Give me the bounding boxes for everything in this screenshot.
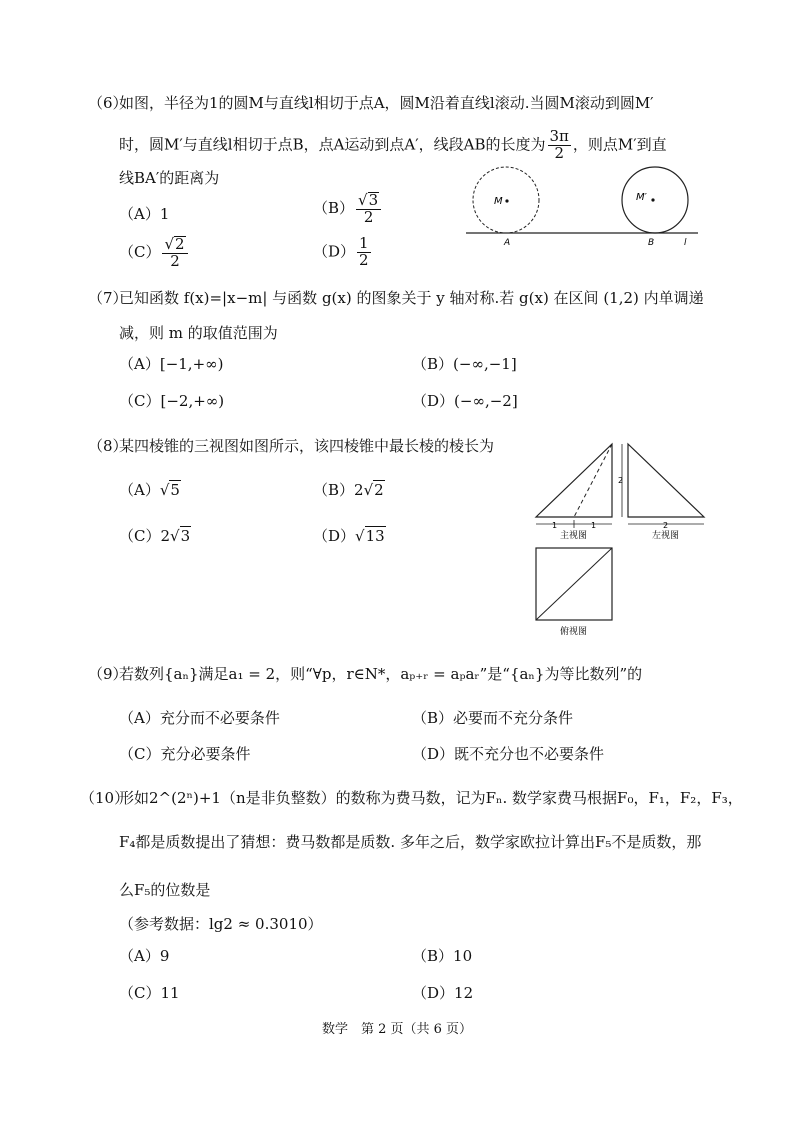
- q6-option-d-label: （D）: [313, 242, 356, 261]
- q6-option-b-fraction: [356, 192, 381, 226]
- q6-rolling-circle-figure: [460, 160, 700, 255]
- q6-text-line2: [119, 129, 667, 162]
- q10-text-line3: 么F₅的位数是: [119, 881, 211, 899]
- q8-option-a[interactable]: [119, 479, 181, 500]
- q7-option-d-value: (−∞,−2]: [454, 392, 518, 410]
- q9-number: （9）: [88, 665, 128, 683]
- q7-option-a-label: （A）: [119, 355, 160, 373]
- q8-option-c[interactable]: [119, 525, 191, 546]
- q6-text-line2a: 时，圆M′与直线l相切于点B，点A运动到点A′，线段AB的长度为: [119, 135, 546, 154]
- q6-text-line3: 线BA′的距离为: [119, 169, 220, 187]
- q9-option-d[interactable]: [412, 743, 604, 764]
- q6-option-c-fraction: [162, 236, 187, 270]
- q7-text-line1: 已知函数 f(x)=|x−m| 与函数 g(x) 的图象关于 y 轴对称.若 g(x) 在区间 (1,2) 内单调递: [119, 289, 704, 307]
- q10-option-d[interactable]: [412, 982, 473, 1003]
- center-M-prime-dot: [651, 198, 654, 201]
- q10-text-line1: 形如2^(2ⁿ)+1（n是非负整数）的数称为费马数，记为Fₙ. 数学家费马根据F₀，F₁，F₂，F₃，: [119, 789, 743, 807]
- q6-option-b-numerator: 3: [368, 191, 379, 209]
- q8-option-d-label: （D）: [313, 527, 356, 545]
- center-M-dot: [505, 199, 508, 202]
- q6-option-b[interactable]: [313, 192, 383, 226]
- q6-option-a-value: 1: [159, 205, 170, 223]
- front-view-shape: [536, 444, 612, 517]
- q8-option-c-coefficient: 2: [160, 527, 171, 545]
- front-dim-1b: 1: [591, 521, 597, 530]
- q10-option-b-value: 10: [453, 947, 473, 965]
- q7-text-line2: 减，则 m 的取值范围为: [119, 324, 278, 342]
- sqrt-icon: √: [159, 481, 170, 499]
- sqrt-icon: √: [355, 527, 365, 545]
- q6-frac-denominator: 2: [554, 143, 564, 162]
- q7-option-b-label: （B）: [412, 355, 454, 373]
- q8-option-c-value: 3: [180, 527, 191, 545]
- q8-option-b-label: （B）: [313, 481, 355, 499]
- q9-option-a-value: 充分而不必要条件: [159, 709, 280, 727]
- q10-option-b-label: （B）: [412, 947, 454, 965]
- q6-text-line2b: ，则点M′到直: [572, 135, 667, 154]
- q7-option-b[interactable]: [412, 353, 517, 374]
- q10-option-a[interactable]: [119, 945, 169, 966]
- q10-option-c-value: 11: [160, 984, 180, 1002]
- q10-reference-data: （参考数据：lg2 ≈ 0.3010）: [119, 915, 323, 933]
- q9-option-c-label: （C）: [119, 745, 161, 763]
- q6-option-c[interactable]: [119, 236, 190, 270]
- q8-option-d[interactable]: [313, 525, 386, 546]
- q6-option-d-numerator: 1: [359, 234, 369, 252]
- q9-option-b-value: 必要而不充分条件: [453, 709, 574, 727]
- left-dim-2-width: 2: [663, 521, 669, 530]
- q6-option-c-denominator: 2: [170, 251, 180, 270]
- q7-option-c[interactable]: [119, 390, 224, 411]
- q7-option-d[interactable]: [412, 390, 518, 411]
- front-view-hidden-edge: [574, 444, 612, 517]
- q9-option-d-label: （D）: [412, 745, 455, 763]
- left-dim-2-height: 2: [618, 476, 624, 485]
- q9-option-a-label: （A）: [119, 709, 160, 727]
- q8-option-b[interactable]: [313, 479, 385, 500]
- q6-option-d[interactable]: [313, 236, 373, 269]
- left-view-caption: 左视图: [652, 531, 680, 541]
- q10-option-c-label: （C）: [119, 984, 161, 1002]
- q8-option-a-label: （A）: [119, 481, 160, 499]
- q7-option-c-label: （C）: [119, 392, 161, 410]
- q7-option-a-value: [−1,+∞): [159, 355, 224, 373]
- label-B: B: [648, 238, 655, 248]
- q10-text-line2: F₄都是质数提出了猜想：费马数都是质数. 多年之后，数学家欧拉计算出F₅不是质数，那: [119, 833, 702, 851]
- q9-text-line1: 若数列{aₙ}满足a₁ = 2，则“∀p，r∈N*，aₚ₊ᵣ = aₚaᵣ”是“{aₙ}为等比数列”的: [119, 665, 643, 683]
- q6-text-line1: 如图，半径为1的圆M与直线l相切于点A，圆M沿着直线l滚动.当圆M滚动到圆M′: [119, 94, 654, 112]
- q8-option-b-value: 2: [374, 481, 384, 499]
- page-footer: 数学 第 2 页（共 6 页）: [321, 1022, 473, 1037]
- q7-option-d-label: （D）: [412, 392, 455, 410]
- q10-option-a-value: 9: [159, 947, 170, 965]
- sqrt-icon: √: [358, 191, 368, 209]
- q9-option-c-value: 充分必要条件: [160, 745, 251, 763]
- q9-option-d-value: 既不充分也不必要条件: [454, 745, 605, 763]
- q6-fraction: [548, 129, 571, 162]
- q8-option-b-coefficient: 2: [354, 481, 364, 499]
- circle-M-prime: [622, 167, 688, 233]
- sqrt-icon: √: [164, 235, 175, 253]
- q9-option-b-label: （B）: [412, 709, 454, 727]
- q8-three-view-figure: [528, 440, 713, 640]
- q8-option-a-value: 5: [170, 481, 180, 499]
- front-dim-1a: 1: [552, 521, 558, 530]
- q6-option-a[interactable]: [119, 203, 169, 224]
- q6-frac-numerator: 3π: [549, 127, 569, 145]
- label-A: A: [504, 238, 511, 248]
- q8-option-c-label: （C）: [119, 527, 161, 545]
- label-l: l: [684, 238, 687, 248]
- label-M: M: [494, 196, 503, 207]
- q8-option-d-value: 13: [365, 527, 385, 545]
- q9-option-b[interactable]: [412, 707, 573, 728]
- q10-option-a-label: （A）: [119, 947, 160, 965]
- q6-option-b-label: （B）: [313, 198, 355, 217]
- q9-option-c[interactable]: [119, 743, 251, 764]
- q7-number: （7）: [88, 289, 128, 307]
- q6-option-d-denominator: 2: [359, 250, 369, 269]
- sqrt-icon: √: [363, 481, 374, 499]
- q6-number: （6）: [88, 94, 128, 112]
- q10-option-c[interactable]: [119, 982, 180, 1003]
- q6-option-c-numerator: 2: [175, 235, 185, 253]
- sqrt-icon: √: [170, 527, 180, 545]
- q7-option-b-value: (−∞,−1]: [453, 355, 517, 373]
- q8-text-line1: 某四棱锥的三视图如图所示，该四棱锥中最长棱的棱长为: [119, 437, 495, 455]
- label-M-prime: M′: [636, 192, 647, 203]
- q7-option-a[interactable]: [119, 353, 224, 374]
- top-view-caption: 俯视图: [560, 627, 588, 637]
- q8-number: （8）: [88, 437, 128, 455]
- q10-option-d-label: （D）: [412, 984, 455, 1002]
- front-view-caption: 主视图: [560, 531, 588, 541]
- q10-option-d-value: 12: [454, 984, 474, 1002]
- q10-number: （10）: [80, 789, 130, 807]
- q7-option-c-value: [−2,+∞): [160, 392, 225, 410]
- q6-option-d-fraction: [357, 236, 371, 269]
- q6-option-b-denominator: 2: [363, 207, 374, 226]
- left-view-shape: [628, 444, 704, 517]
- q6-option-a-label: （A）: [119, 205, 160, 223]
- q9-option-a[interactable]: [119, 707, 280, 728]
- q6-option-c-label: （C）: [119, 242, 161, 261]
- top-view-diagonal: [536, 548, 612, 620]
- q10-option-b[interactable]: [412, 945, 472, 966]
